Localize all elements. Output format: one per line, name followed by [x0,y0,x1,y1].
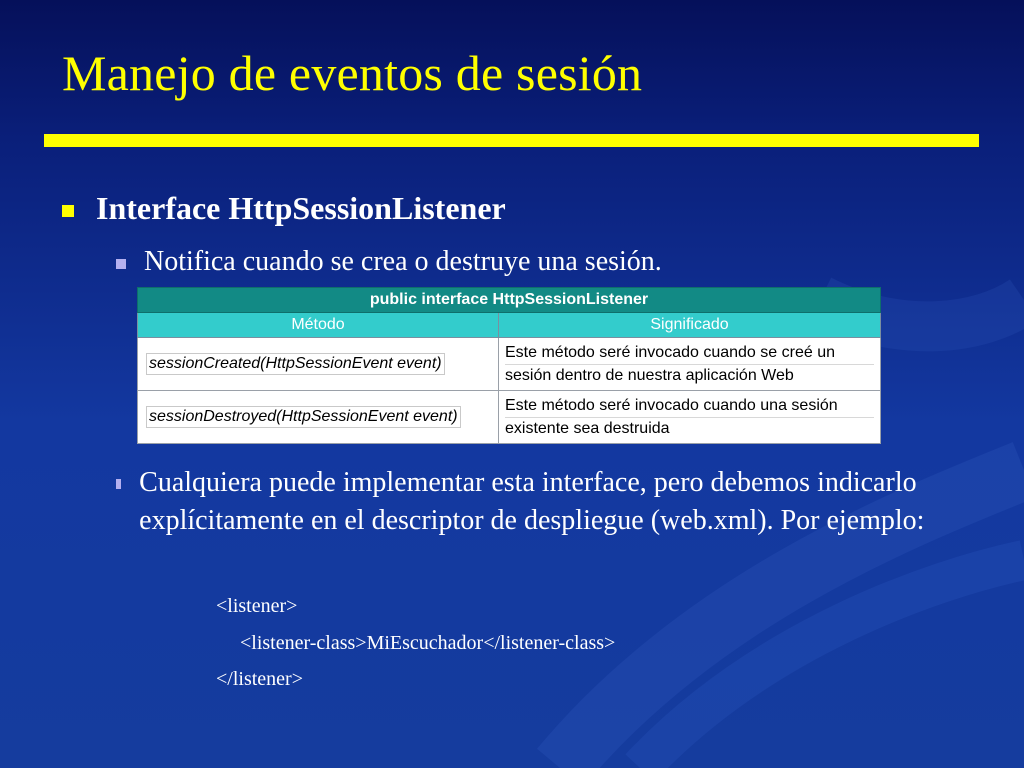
bullet-implementar [116,464,946,540]
square-bullet-icon [62,205,74,217]
meaning-line: Este método seré invocado cuando una sesión [505,395,874,418]
bullet-text: Interface HttpSessionListener [96,190,506,226]
column-header-meaning: Significado [499,313,881,338]
table-row [138,391,881,444]
title-underline [44,134,979,147]
table-caption: public interface HttpSessionListener [138,288,881,313]
meaning-line: sesión dentro de nuestra aplicación Web [505,366,794,384]
meaning-line: existente sea destruida [505,419,670,437]
square-bullet-icon [116,259,126,269]
code-line-open: <listener> [216,595,298,617]
square-bullet-icon [116,479,121,489]
bullet-interface [62,190,506,227]
meaning-cell [499,338,881,391]
code-line-class: <listener-class>MiEscuchador</listener-class> [240,632,616,654]
method-name: sessionDestroyed(HttpSessionEvent event) [146,406,461,428]
listener-table [137,287,881,444]
meaning-line: Este método seré invocado cuando se creé un [505,342,874,365]
method-cell [138,338,499,391]
table-row [138,338,881,391]
column-header-method: Método [138,313,499,338]
bullet-notifica [116,246,662,278]
method-name: sessionCreated(HttpSessionEvent event) [146,353,445,375]
bullet-text: Notifica cuando se crea o destruye una sesión. [144,246,662,277]
slide-title: Manejo de eventos de sesión [62,45,643,101]
method-cell [138,391,499,444]
meaning-cell [499,391,881,444]
bullet-text: Cualquiera puede implementar esta interface, pero debemos indicarlo explícitamente en el descriptor de despliegue (web.xml). Por ejemplo: [139,467,925,536]
code-line-close: </listener> [216,668,303,690]
